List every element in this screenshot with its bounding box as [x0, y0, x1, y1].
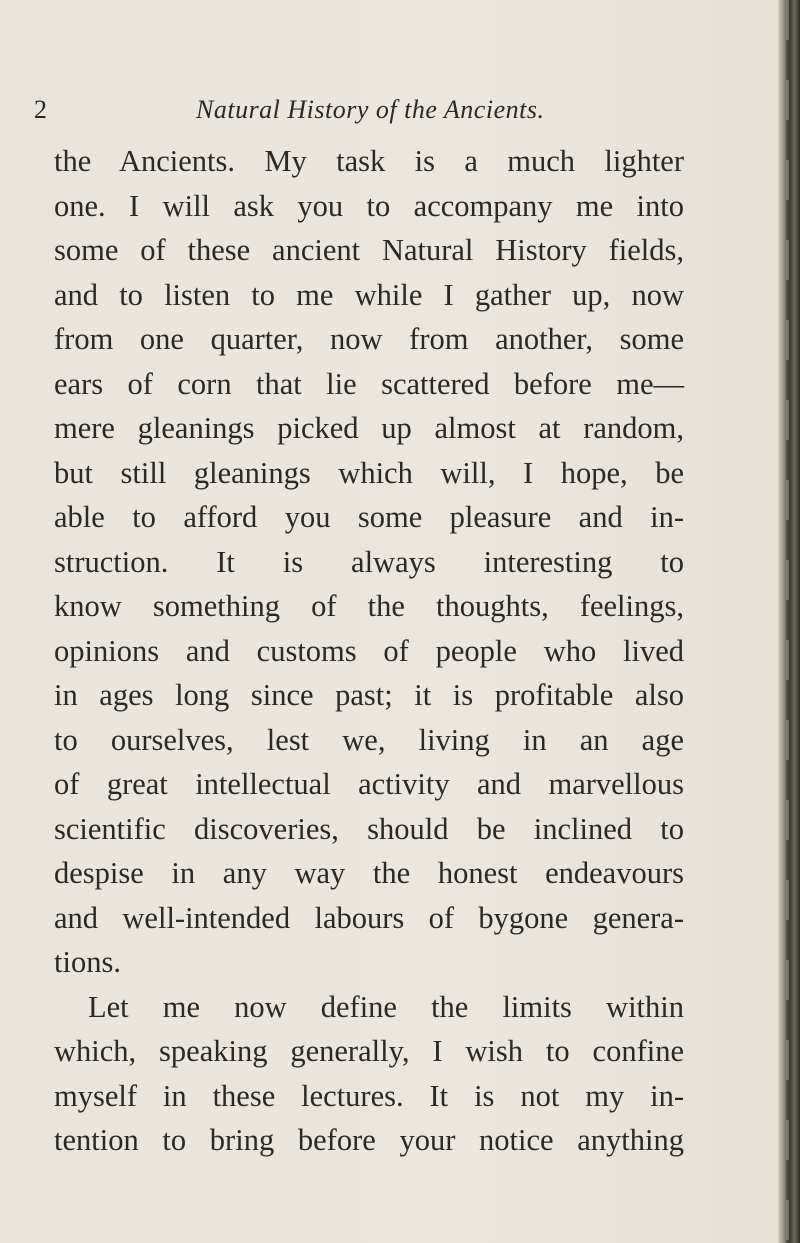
text-line: scientific discoveries, should be inclined to — [54, 811, 684, 846]
body-text — [54, 139, 684, 1163]
text-line: one. I will ask you to accompany me into — [54, 188, 684, 223]
text-line: and to listen to me while I gather up, now — [54, 277, 684, 312]
page-number: 2 — [34, 95, 47, 124]
text-line: myself in these lectures. It is not my in- — [54, 1078, 684, 1113]
text-line: mere gleanings picked up almost at random, — [54, 411, 684, 445]
text-line: despise in any way the honest endeavours — [54, 856, 684, 890]
text-line: of great intellectual activity and marvellous — [54, 767, 684, 801]
text-line: the Ancients. My task is a much lighter — [54, 144, 684, 178]
text-line: and well-intended labours of bygone genera- — [54, 900, 684, 935]
text-line: tention to bring before your notice anything — [54, 1123, 684, 1157]
text-line: ears of corn that lie scattered before me— — [54, 366, 684, 401]
text-line: able to afford you some pleasure and in- — [54, 500, 684, 534]
text-line: from one quarter, now from another, some — [54, 322, 684, 356]
text-line: opinions and customs of people who lived — [54, 633, 684, 668]
book-spine-edge — [778, 0, 800, 1243]
text-line: to ourselves, lest we, living in an age — [54, 722, 684, 757]
page-header — [34, 95, 734, 135]
text-line: which, speaking generally, I wish to confine — [54, 1034, 684, 1068]
text-line: some of these ancient Natural History fields, — [54, 233, 684, 267]
text-line: in ages long since past; it is profitable also — [54, 678, 684, 712]
text-line: Let me now define the limits within — [88, 989, 684, 1024]
text-line: tions. — [54, 945, 121, 979]
running-title: Natural History of the Ancients. — [196, 95, 545, 124]
text-line: know something of the thoughts, feelings, — [54, 589, 684, 623]
text-line: struction. It is always interesting to — [54, 544, 684, 579]
text-line: but still gleanings which will, I hope, be — [54, 455, 684, 490]
